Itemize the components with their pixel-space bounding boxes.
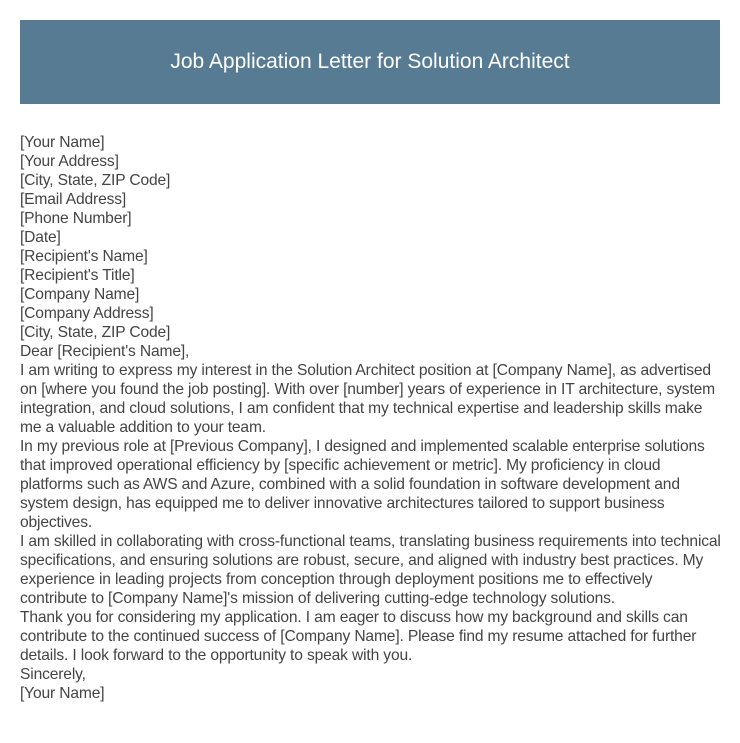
- closing: Sincerely,: [20, 666, 86, 683]
- letter-date: [Date]: [20, 229, 61, 246]
- signature: [Your Name]: [20, 685, 105, 702]
- paragraph-experience: In my previous role at [Previous Company], I designed and implemented scalable enterprise solutions that improved operational efficiency by [specific achievement or metric]. My proficiency in cloud platforms such as AWS and Azure, combined with a solid foundation in software development and system design, has equipped me to deliver innovative architectures tailored to support business objectives.: [20, 438, 705, 531]
- sender-address: [Your Address]: [20, 153, 119, 170]
- sender-email: [Email Address]: [20, 191, 127, 208]
- sender-block: [20, 133, 722, 247]
- recipient-block: [20, 247, 722, 342]
- recipient-name: [Recipient's Name]: [20, 248, 148, 265]
- recipient-address: [Company Address]: [20, 305, 154, 322]
- paragraph-skills: I am skilled in collaborating with cross-functional teams, translating business requirements into technical specifications, and ensuring solutions are robust, secure, and aligned with industry best practices. My experience in leading projects from conception through deployment positions me to effectively contribute to [Company Name]'s mission of delivering cutting-edge technology solutions.: [20, 533, 721, 607]
- sender-phone: [Phone Number]: [20, 210, 132, 227]
- paragraph-intro: I am writing to express my interest in the Solution Architect position at [Company Name], as advertised on [where you found the job posting]. With over [number] years of experience in IT architecture, system integration, and cloud solutions, I am confident that my technical expertise and leadership skills make me a valuable addition to your team.: [20, 362, 716, 436]
- recipient-city-state-zip: [City, State, ZIP Code]: [20, 324, 171, 341]
- letter-body: [20, 133, 722, 703]
- title-banner: [20, 20, 720, 104]
- recipient-title: [Recipient's Title]: [20, 267, 135, 284]
- salutation: Dear [Recipient's Name],: [20, 343, 190, 360]
- paragraph-closing: Thank you for considering my application. I am eager to discuss how my background and skills can contribute to the continued success of [Company Name]. Please find my resume attached for further details. I look forward to the opportunity to speak with you.: [20, 609, 697, 664]
- page-title: Job Application Letter for Solution Architect: [170, 50, 570, 73]
- sender-city-state-zip: [City, State, ZIP Code]: [20, 172, 171, 189]
- sender-name: [Your Name]: [20, 134, 105, 151]
- recipient-company: [Company Name]: [20, 286, 140, 303]
